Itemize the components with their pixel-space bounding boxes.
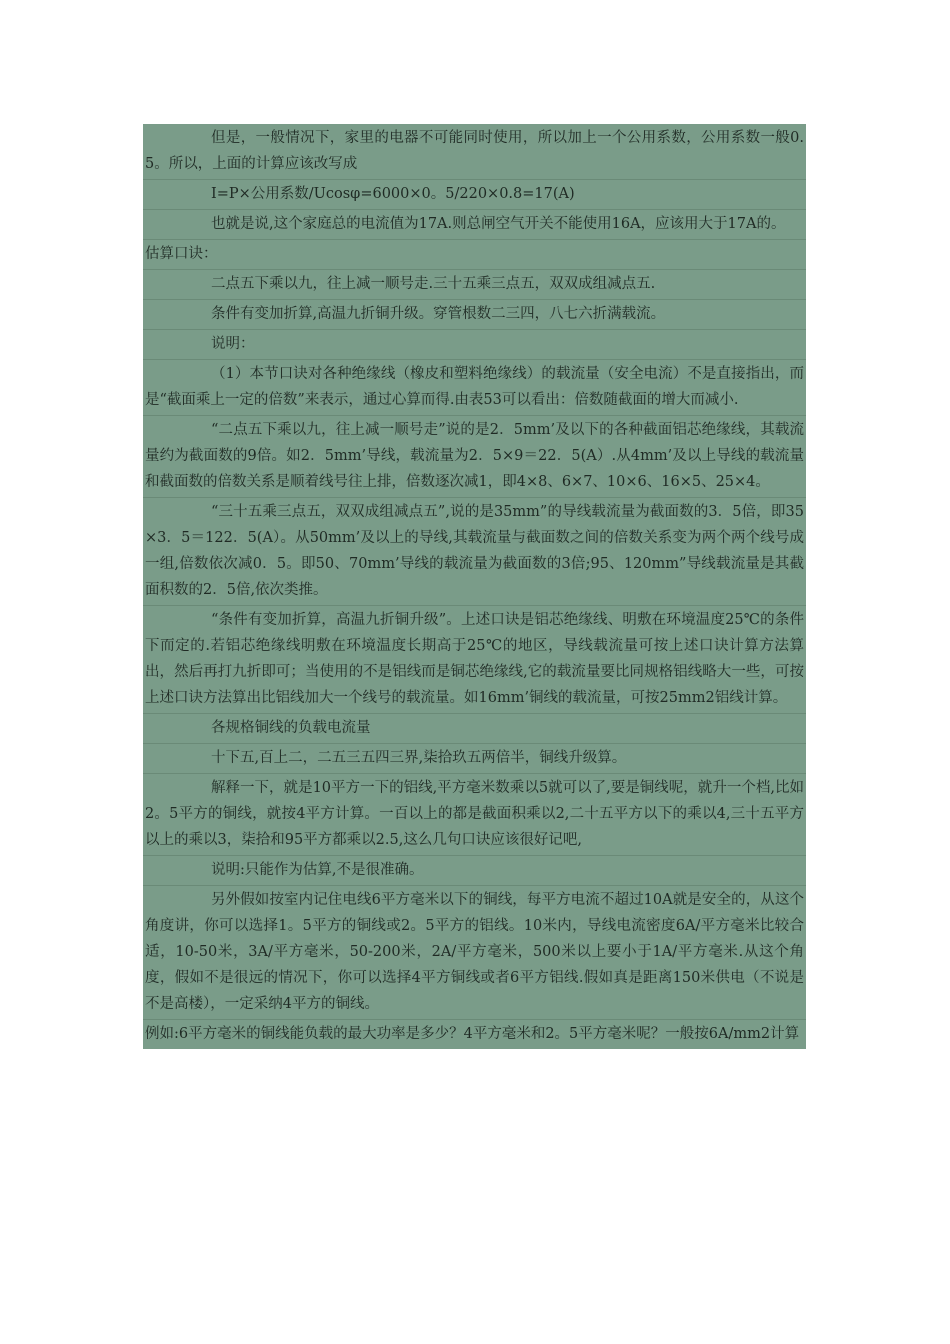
paragraph: “三十五乘三点五，双双成组减点五”,说的是35mm”的导线载流量为截面数的3．5倍，即35×3．5＝122．5(A）。从50mm’及以上的导线,其载流量与截面数之间的倍数关系变为两个两个线号成一组,倍数依次减0．5。即50、70mm’导线的载流量为截面数的3倍;95、120mm”导线载流量是其截面积数的2．5倍,依次类推。 — [143, 498, 806, 606]
subheading: 各规格铜线的负载电流量 — [143, 714, 806, 744]
paragraph: 说明： — [143, 330, 806, 360]
section-heading: 估算口诀： — [143, 240, 806, 270]
paragraph: 例如:6平方毫米的铜线能负载的最大功率是多少？4平方毫米和2。5平方毫米呢？一般按6A/mm2计算 — [145, 1026, 800, 1042]
paragraph: I=P×公用系数/Ucosφ=6000×0。5/220×0.8=17(A) — [143, 180, 806, 210]
paragraph: 说明:只能作为估算,不是很准确。 — [143, 856, 806, 886]
paragraph: （1）本节口诀对各种绝缘线（橡皮和塑料绝缘线）的载流量（安全电流）不是直接指出，而是“截面乘上一定的倍数”来表示，通过心算而得.由表53可以看出：倍数随截面的增大而减小. — [143, 360, 806, 416]
document-body — [143, 124, 806, 1049]
paragraph: 另外假如按室内记住电线6平方毫米以下的铜线，每平方电流不超过10A就是安全的，从这个角度讲，你可以选择1。5平方的铜线或2。5平方的铝线。10米内，导线电流密度6A/平方毫米比较合适，10-50米，3A/平方毫米，50-200米，2A/平方毫米，500米以上要小于1A/平方毫米.从这个角度，假如不是很远的情况下，你可以选择4平方铜线或者6平方铝线.假如真是距离150米供电（不说是不是高楼），一定采纳4平方的铜线。 — [143, 886, 806, 1020]
paragraph: 十下五,百上二，二五三五四三界,柒拾玖五两倍半，铜线升级算。 — [143, 744, 806, 774]
paragraph: 二点五下乘以九，往上减一顺号走.三十五乘三点五，双双成组减点五. — [143, 270, 806, 300]
paragraph: 但是，一般情况下，家里的电器不可能同时使用，所以加上一个公用系数，公用系数一般0.5。所以，上面的计算应该改写成 — [143, 124, 806, 180]
paragraph: 条件有变加折算,高温九折铜升级。穿管根数二三四，八七六折满载流。 — [143, 300, 806, 330]
paragraph: 也就是说,这个家庭总的电流值为17A.则总闸空气开关不能使用16A，应该用大于17A的。 — [143, 210, 806, 240]
paragraph: “条件有变加折算，高温九折铜升级”。上述口诀是铝芯绝缘线、明敷在环境温度25℃的条件下而定的.若铝芯绝缘线明敷在环境温度长期高于25℃的地区，导线载流量可按上述口诀计算方法算出，然后再打九折即可；当使用的不是铝线而是铜芯绝缘线,它的载流量要比同规格铝线略大一些，可按上述口诀方法算出比铝线加大一个线号的载流量。如16mm’铜线的载流量，可按25mm2铝线计算。 — [143, 606, 806, 714]
paragraph: 解释一下，就是10平方一下的铝线,平方毫米数乘以5就可以了,要是铜线呢，就升一个档,比如2。5平方的铜线，就按4平方计算。一百以上的都是截面积乘以2,二十五平方以下的乘以4,三十五平方以上的乘以3，柒拾和95平方都乘以2.5,这么几句口诀应该很好记吧, — [143, 774, 806, 856]
paragraph: “二点五下乘以九，往上减一顺号走”说的是2．5mm’及以下的各种截面铝芯绝缘线，其载流量约为截面数的9倍。如2．5mm’导线，载流量为2．5×9＝22．5(A）.从4mm’及以上导线的载流量和截面数的倍数关系是顺着线号往上排，倍数逐次减1，即4×8、6×7、10×6、16×5、25×4。 — [143, 416, 806, 498]
